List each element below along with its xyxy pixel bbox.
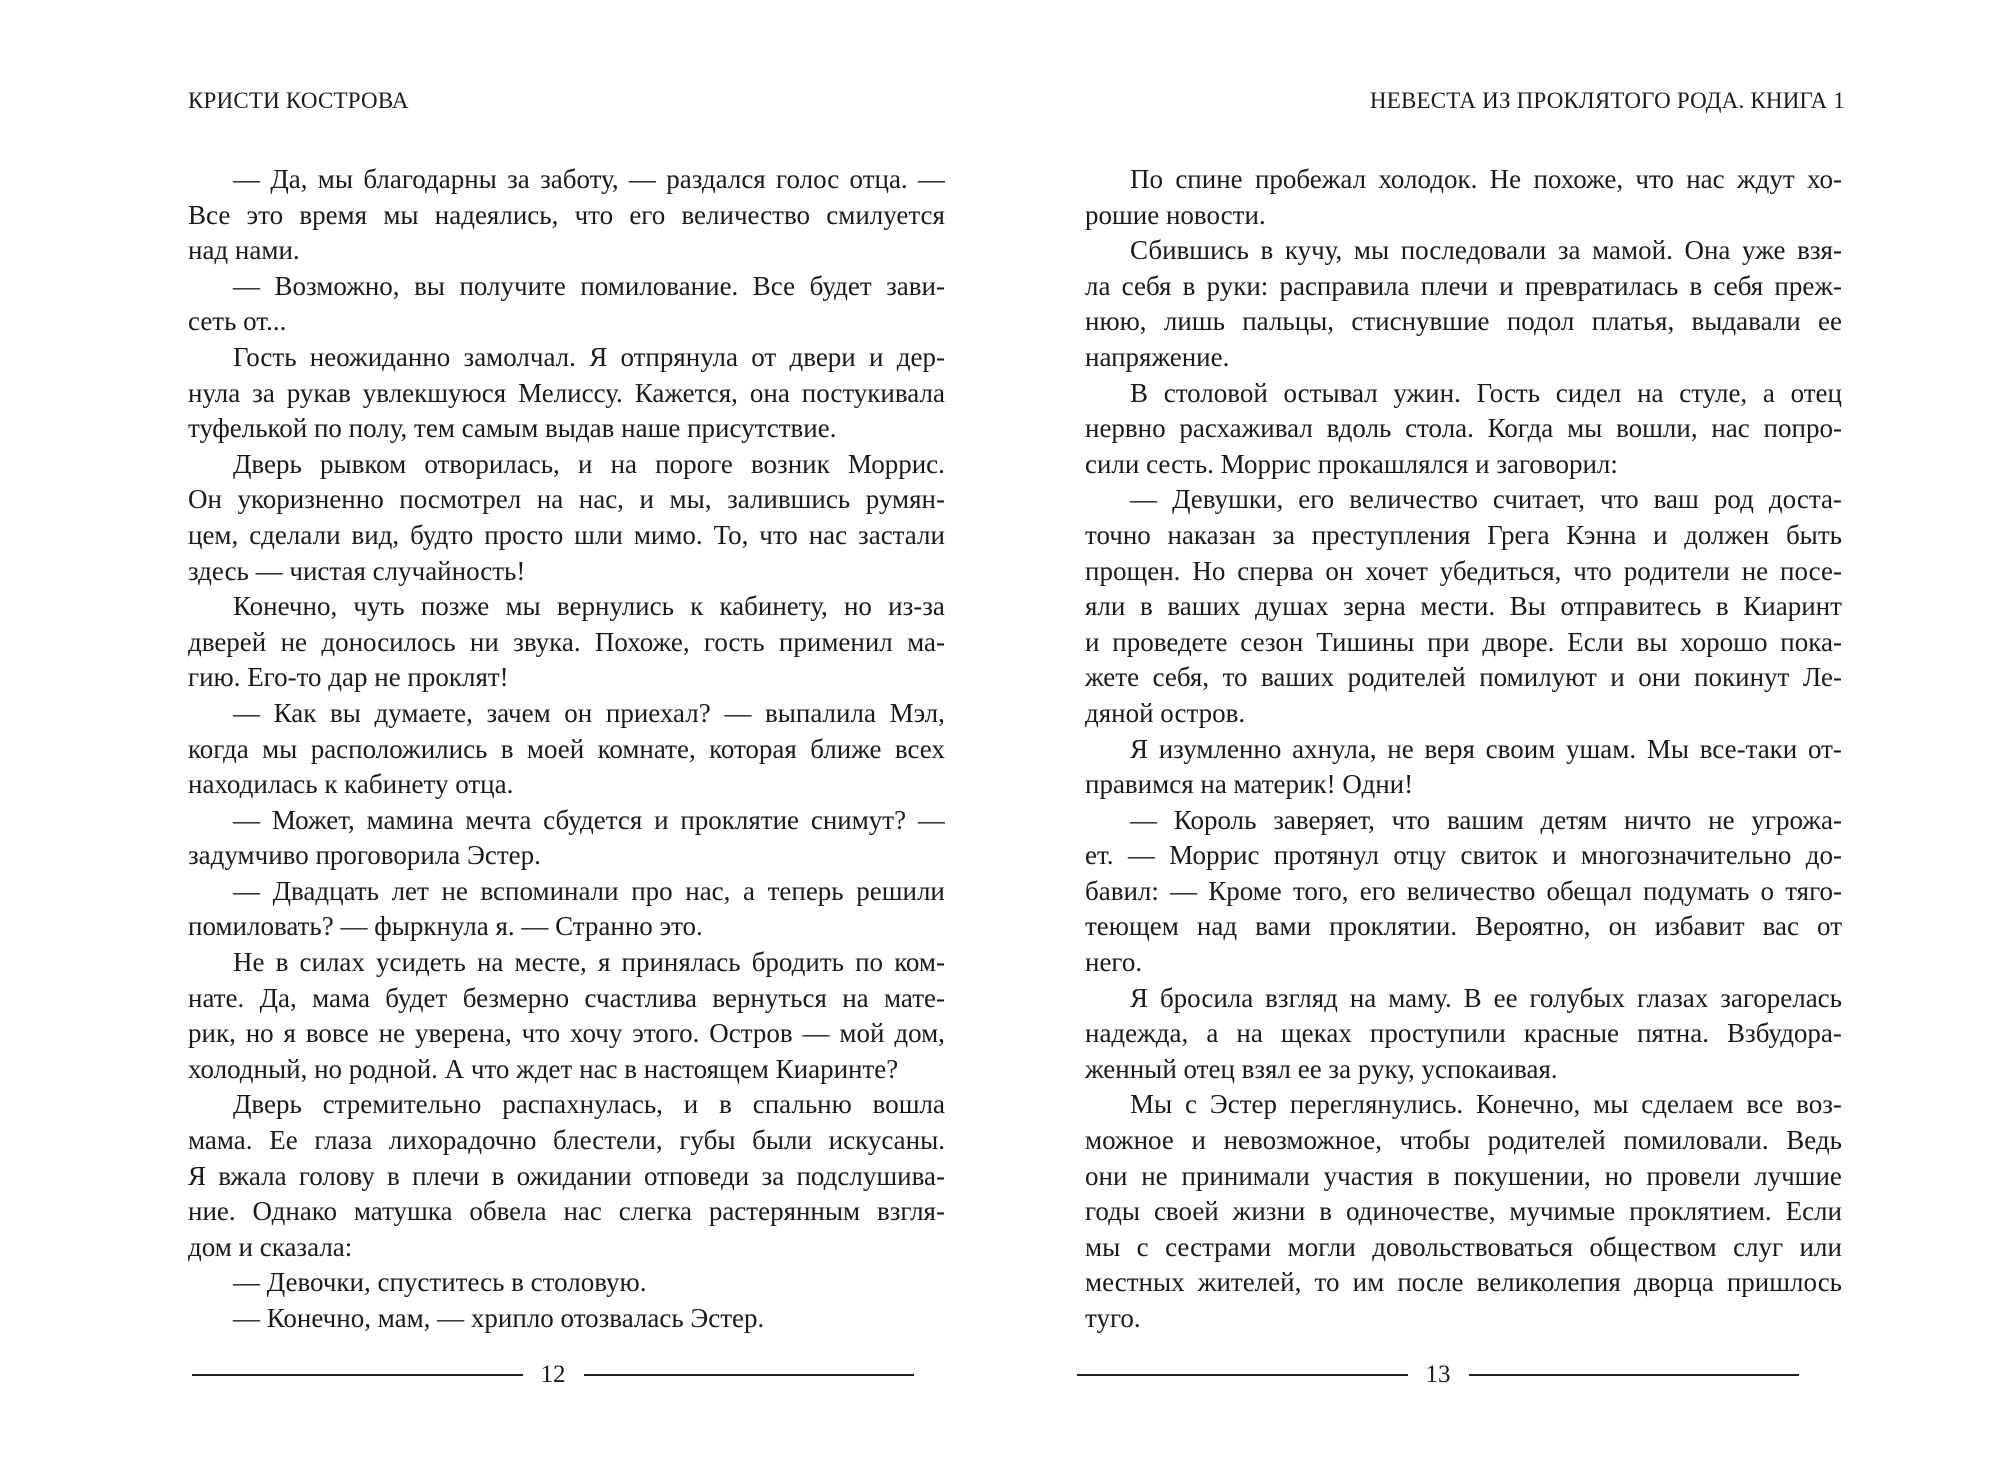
- text-line: дверей не доносилось ни звука. Похоже, гость применил ма-: [188, 626, 945, 657]
- text-line: гию. Его-то дар не проклят!: [188, 662, 509, 693]
- text-line: — Возможно, вы получите помилование. Все будет зави-: [233, 270, 945, 301]
- text-line: Сбившись в кучу, мы последовали за мамой. Она уже взя-: [1130, 235, 1842, 266]
- text-line: По спине пробежал холодок. Не похоже, что нас ждут хо-: [1130, 164, 1842, 194]
- text-line: когда мы расположились в моей комнате, которая ближе всех: [188, 733, 945, 764]
- text-line: Я бросила взгляд на маму. В ее голубых глазах загорелась: [1130, 982, 1842, 1013]
- text-line: ние. Однако матушка обвела нас слегка растерянным взгля-: [188, 1196, 945, 1227]
- text-line: напряжение.: [1085, 341, 1230, 372]
- text-line: рик, но я вовсе не уверена, что хочу этого. Остров — мой дом,: [188, 1018, 945, 1049]
- text-line: ла себя в руки: расправила плечи и превратилась в себя преж-: [1085, 270, 1842, 301]
- text-line: Мы с Эстер переглянулись. Конечно, мы сделаем все воз-: [1130, 1089, 1842, 1120]
- text-line: бавил: — Кроме того, его величество обещал подумать о тяго-: [1085, 875, 1842, 906]
- text-line: здесь — чистая случайность!: [188, 555, 526, 586]
- text-line: Не в силах усидеть на месте, я принялась бродить по ком-: [233, 947, 945, 978]
- text-line: теющем над вами проклятии. Вероятно, он избавит вас от: [1085, 911, 1842, 942]
- text-line: прощен. Но сперва он хочет убедиться, что родители не посе-: [1085, 555, 1842, 586]
- text-line: Гость неожиданно замолчал. Я отпрянула от двери и дер-: [233, 341, 945, 372]
- text-line: точно наказан за преступления Грега Кэнна и должен быть: [1085, 519, 1842, 550]
- right-page-text: [1085, 162, 1842, 1337]
- text-line: нюю, лишь пальцы, стиснувшие подол платья, выдавали ее: [1085, 306, 1842, 337]
- text-line: рошие новости.: [1085, 199, 1266, 230]
- text-line: помиловать? — фыркнула я. — Странно это.: [188, 911, 703, 942]
- text-line: ет. — Моррис протянул отцу свиток и многозначительно до-: [1085, 840, 1842, 871]
- text-line: туфелькой по полу, тем самым выдав наше присутствие.: [188, 413, 837, 444]
- text-line: Я изумленно ахнула, не веря своим ушам. Мы все-таки от-: [1130, 733, 1842, 764]
- text-line: — Двадцать лет не вспоминали про нас, а теперь решили: [233, 875, 945, 906]
- text-line: яли в ваших душах зерна мести. Вы отправитесь в Киаринт: [1085, 591, 1842, 622]
- footer-rule-right: [1469, 1374, 1800, 1376]
- text-line: нате. Да, мама будет безмерно счастлива вернуться на мате-: [188, 982, 945, 1013]
- text-line: него.: [1085, 947, 1143, 978]
- text-line: Дверь стремительно распахнулась, и в спальню вошла: [233, 1089, 945, 1120]
- text-line: сили сесть. Моррис прокашлялся и заговорил:: [1085, 448, 1618, 479]
- text-line: Все это время мы надеялись, что его величество смилуется: [188, 199, 945, 230]
- text-line: Он укоризненно посмотрел на нас, и мы, залившись румян-: [188, 484, 945, 515]
- left-page-text: [188, 162, 945, 1337]
- text-line: местных жителей, то им после великолепия дворца пришлось: [1085, 1267, 1842, 1298]
- right-page-footer: [1077, 1360, 1799, 1390]
- left-page: [188, 0, 948, 1480]
- text-line: дяной остров.: [1085, 697, 1246, 728]
- text-line: над нами.: [188, 235, 300, 266]
- text-line: надежда, а на щеках проступили красные пятна. Взбудора-: [1085, 1018, 1842, 1049]
- text-line: — Конечно, мам, — хрипло отозвалась Эстер.: [233, 1303, 765, 1333]
- right-page: [1085, 0, 1845, 1480]
- text-line: мы с сестрами могли довольствоваться обществом слуг или: [1085, 1231, 1842, 1262]
- running-header-author: КРИСТИ КОСТРОВА: [188, 88, 409, 113]
- left-page-footer: [192, 1360, 914, 1390]
- text-line: холодный, но родной. А что ждет нас в настоящем Киаринте?: [188, 1053, 899, 1084]
- text-line: Я вжала голову в плечи в ожидании отповеди за подслушива-: [188, 1160, 945, 1191]
- footer-rule-left: [1077, 1374, 1408, 1376]
- text-line: и проведете сезон Тишины при дворе. Если вы хорошо пока-: [1085, 626, 1842, 657]
- text-line: правимся на материк! Одни!: [1085, 769, 1414, 800]
- text-line: жете себя, то ваших родителей помилуют и они покинут Ле-: [1085, 662, 1842, 693]
- page-number: 13: [1425, 1361, 1451, 1388]
- text-line: нервно расхаживал вдоль стола. Когда мы вошли, нас попро-: [1085, 413, 1842, 444]
- text-line: — Девушки, его величество считает, что ваш род доста-: [1130, 484, 1842, 515]
- footer-rule-left: [192, 1374, 523, 1376]
- text-line: годы своей жизни в одиночестве, мучимые проклятием. Если: [1085, 1196, 1842, 1227]
- text-line: Дверь рывком отворилась, и на пороге возник Моррис.: [233, 448, 945, 479]
- text-line: нула за рукав увлекшуюся Мелиссу. Кажется, она постукивала: [188, 377, 945, 408]
- text-line: — Как вы думаете, зачем он приехал? — выпалила Мэл,: [233, 697, 945, 728]
- text-line: — Да, мы благодарны за заботу, — раздался голос отца. —: [233, 164, 945, 194]
- running-header-title: НЕВЕСТА ИЗ ПРОКЛЯТОГО РОДА. КНИГА 1: [1369, 88, 1845, 113]
- text-line: — Может, мамина мечта сбудется и проклятие снимут? —: [233, 804, 945, 835]
- text-line: — Король заверяет, что вашим детям ничто не угрожа-: [1130, 804, 1842, 835]
- text-line: мама. Ее глаза лихорадочно блестели, губы были искусаны.: [188, 1125, 945, 1156]
- text-line: — Девочки, спуститесь в столовую.: [233, 1267, 647, 1298]
- text-line: дом и сказала:: [188, 1231, 353, 1262]
- text-line: Конечно, чуть позже мы вернулись к кабинету, но из-за: [233, 591, 945, 622]
- text-line: находилась к кабинету отца.: [188, 769, 514, 800]
- text-line: цем, сделали вид, будто просто шли мимо. То, что нас застали: [188, 519, 945, 550]
- footer-rule-right: [584, 1374, 915, 1376]
- page-number: 12: [540, 1361, 566, 1388]
- text-line: сеть от...: [188, 306, 287, 337]
- text-line: можное и невозможное, чтобы родителей помиловали. Ведь: [1085, 1125, 1842, 1156]
- text-line: задумчиво проговорила Эстер.: [188, 840, 541, 871]
- text-line: женный отец взял ее за руку, успокаивая.: [1085, 1053, 1558, 1084]
- text-line: туго.: [1085, 1303, 1141, 1333]
- text-line: они не принимали участия в покушении, но провели лучшие: [1085, 1160, 1842, 1191]
- text-line: В столовой остывал ужин. Гость сидел на стуле, а отец: [1130, 377, 1842, 408]
